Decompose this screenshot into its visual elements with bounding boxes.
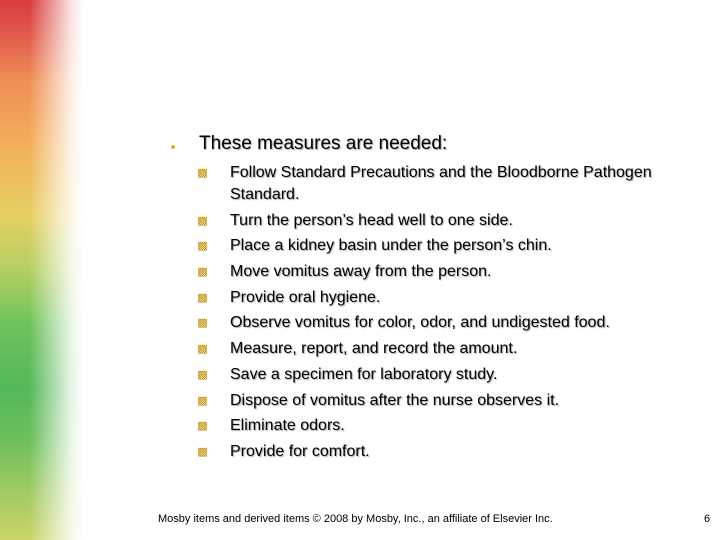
hatched-square-bullet-icon: ▩: [197, 240, 208, 253]
copyright-text: Mosby items and derived items © 2008 by Mosby, Inc., an affiliate of Elsevier Inc.: [158, 513, 553, 525]
list-item-text: Dispose of vomitus after the nurse observes it.: [230, 391, 560, 409]
list-item: [196, 338, 676, 360]
hatched-square-bullet-icon: ▩: [197, 291, 208, 304]
list-item: [196, 364, 676, 386]
list-item: [196, 390, 676, 412]
list-item: [196, 312, 676, 334]
list-item: [196, 162, 676, 206]
list-item: [196, 415, 676, 437]
list-item-text: Move vomitus away from the person.: [230, 263, 492, 281]
list-item-text: Turn the person’s head well to one side.: [230, 211, 513, 229]
hatched-square-bullet-icon: ▩: [197, 343, 208, 356]
decorative-side-band: [0, 0, 84, 540]
list-item-text: Save a specimen for laboratory study.: [230, 365, 498, 383]
list-item-text: Measure, report, and record the amount.: [230, 340, 518, 358]
list-item: [196, 210, 676, 232]
list-item: [196, 261, 676, 283]
list-item-text: Observe vomitus for color, odor, and undigested food.: [230, 314, 610, 332]
hatched-square-bullet-icon: ▩: [197, 167, 208, 179]
measures-list: [196, 162, 676, 467]
hatched-square-bullet-icon: ▩: [197, 214, 208, 227]
hatched-square-bullet-icon: ▩: [197, 445, 208, 458]
list-item-text: Provide for comfort.: [230, 442, 370, 460]
hatched-square-bullet-icon: ▩: [197, 266, 208, 279]
list-item: [196, 441, 676, 463]
square-bullet-icon: ▪: [170, 139, 176, 154]
hatched-square-bullet-icon: ▩: [197, 368, 208, 381]
slide-heading: These measures are needed:: [199, 133, 448, 154]
list-item-text: Follow Standard Precautions and the Bloodborne Pathogen Standard.: [230, 164, 652, 203]
list-item: [196, 235, 676, 257]
list-item: [196, 287, 676, 309]
hatched-square-bullet-icon: ▩: [197, 420, 208, 433]
hatched-square-bullet-icon: ▩: [197, 317, 208, 330]
hatched-square-bullet-icon: ▩: [197, 394, 208, 407]
list-item-text: Place a kidney basin under the person’s chin.: [230, 237, 552, 255]
list-item-text: Provide oral hygiene.: [230, 288, 381, 306]
list-item-text: Eliminate odors.: [230, 417, 345, 435]
page-number: 6: [704, 513, 711, 525]
